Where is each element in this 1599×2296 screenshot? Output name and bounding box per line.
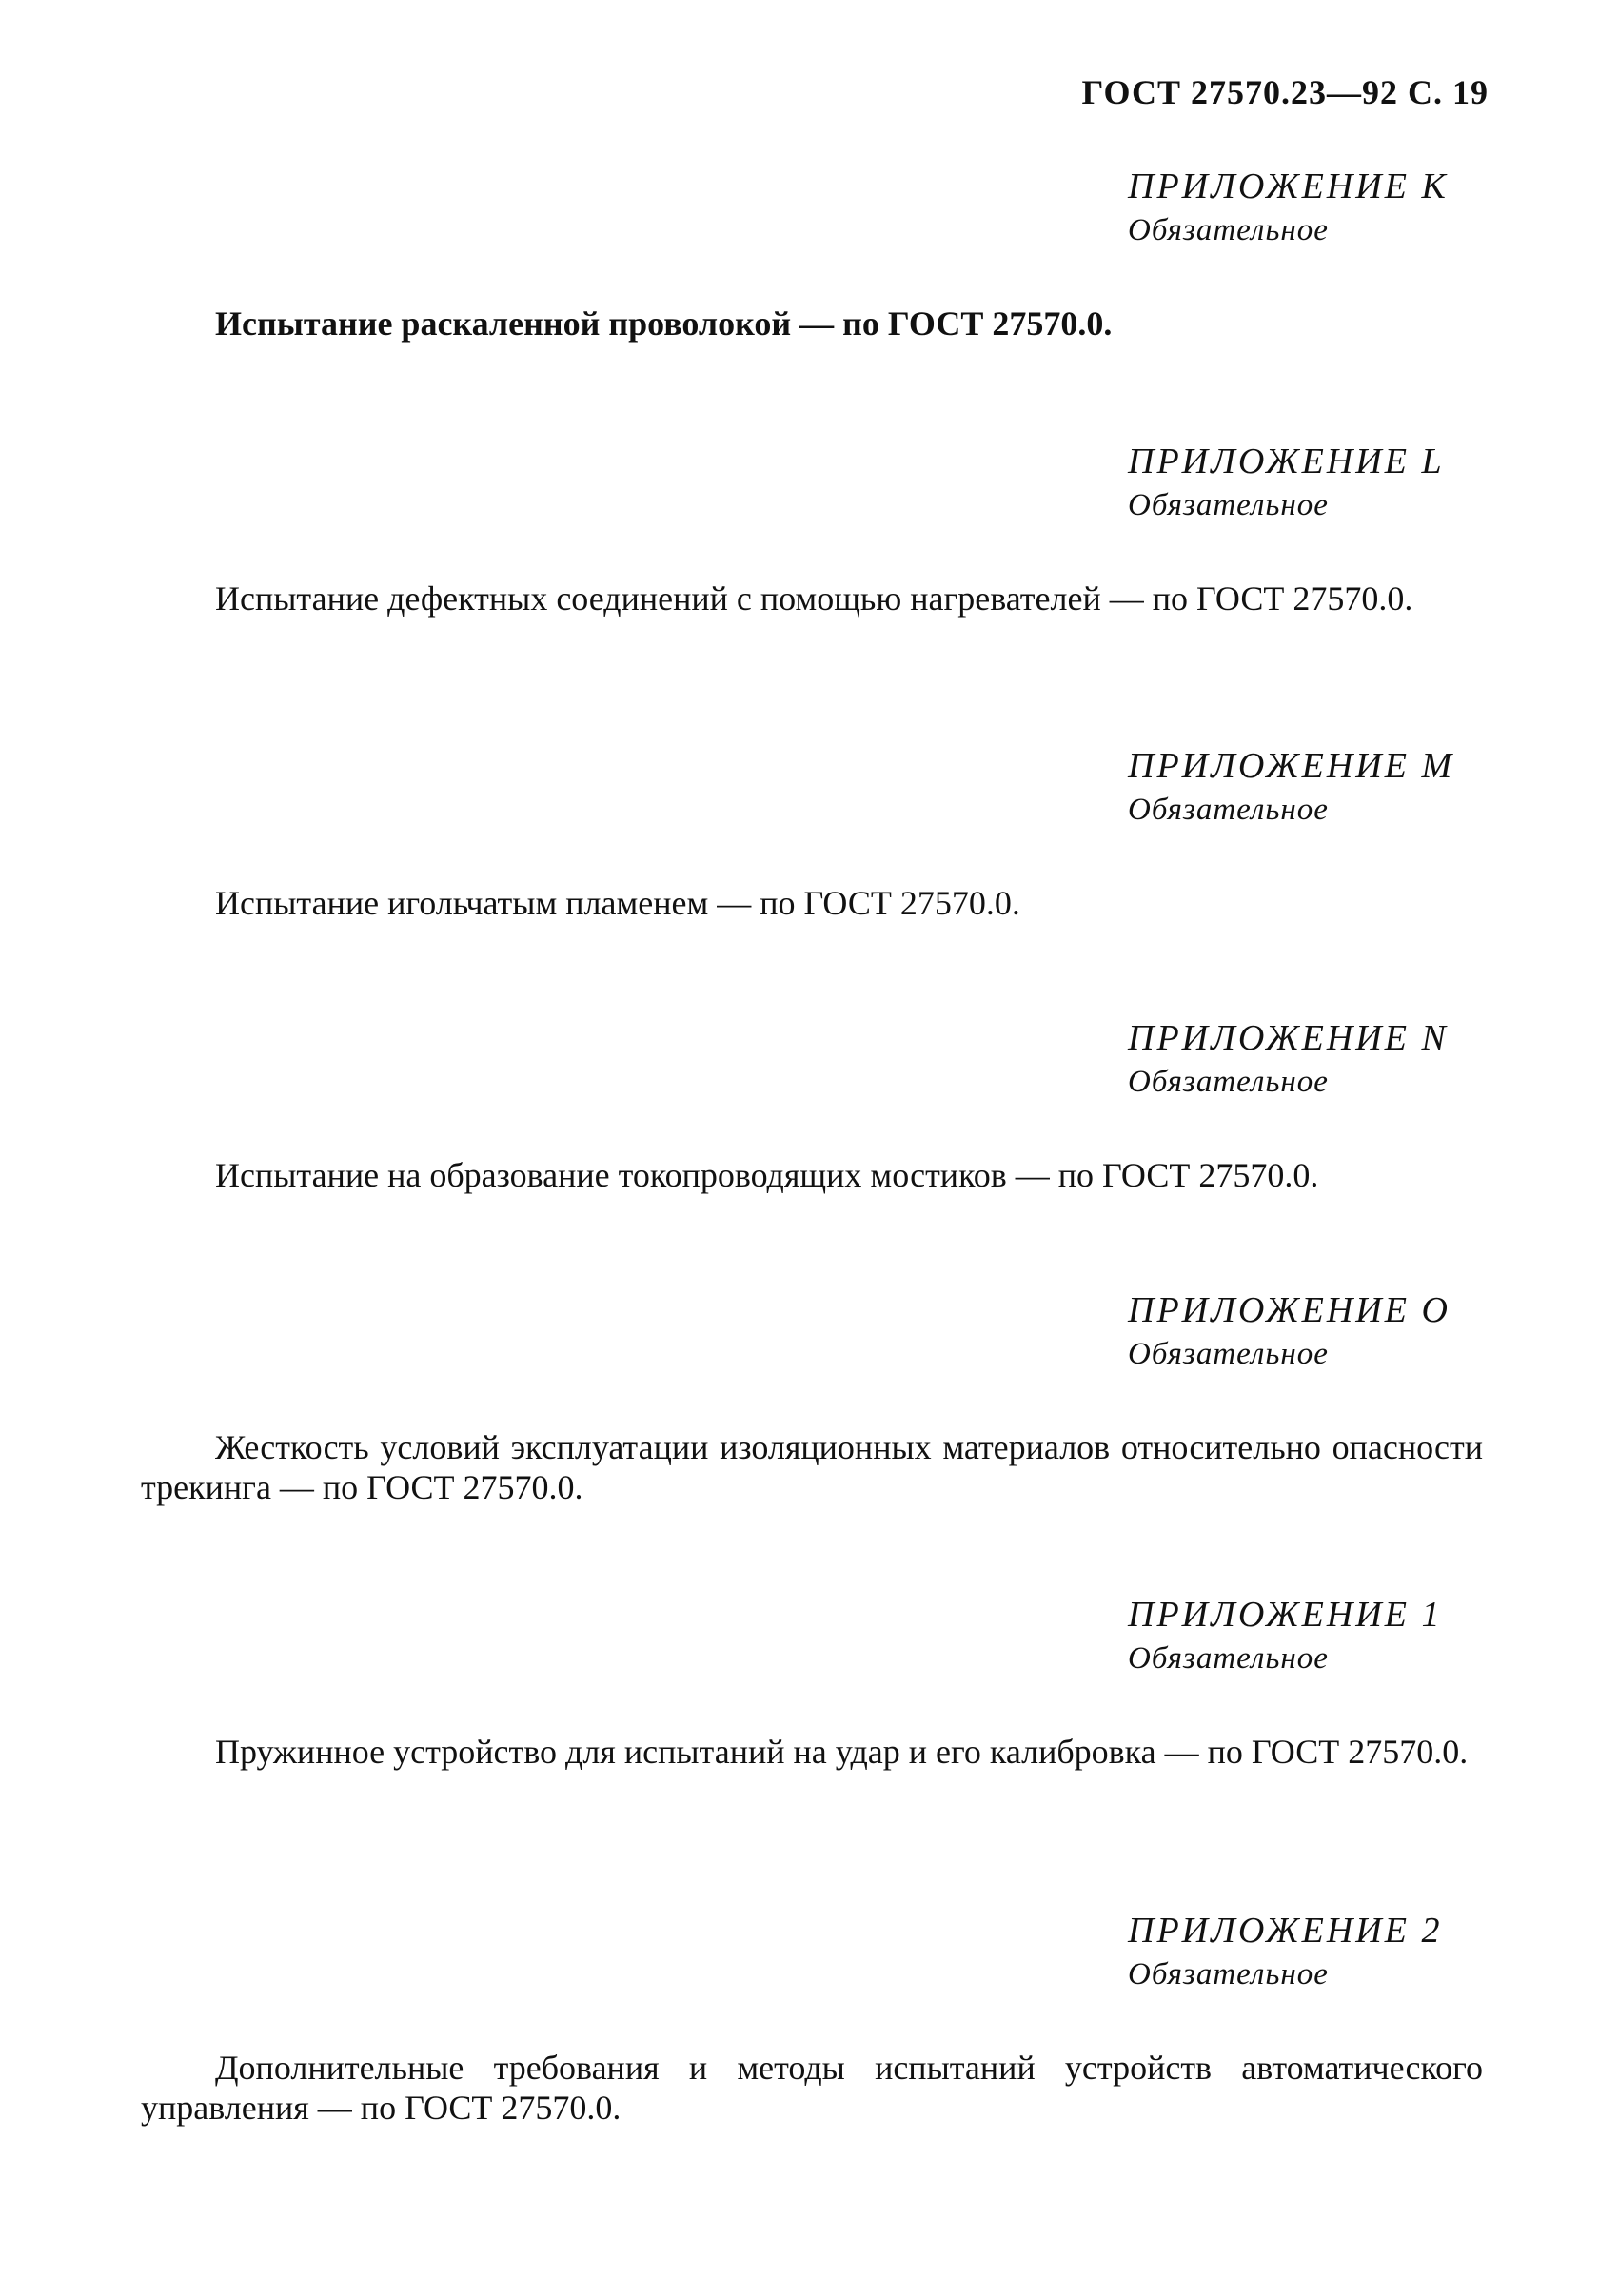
appendix-title: ПРИЛОЖЕНИЕ 1 [1128,1595,1443,1635]
appendix-status: Обязательное [1128,1337,1329,1371]
appendix-body-2: Дополнительные требования и методы испытаний устройств автоматического управления — по ГОСТ 27570.0. [141,2049,1483,2127]
appendix-body-m: Испытание игольчатым пламенем — по ГОСТ 27570.0. [215,884,1020,922]
appendix-heading-l [1128,439,1445,526]
appendix-body-l: Испытание дефектных соединений с помощью нагревателей — по ГОСТ 27570.0. [215,579,1413,618]
appendix-title: ПРИЛОЖЕНИЕ O [1128,1290,1451,1330]
appendix-status: Обязательное [1128,1957,1329,1992]
appendix-body-o: Жесткость условий эксплуатации изоляционных материалов относительно опасности трекинга — по ГОСТ 27570.0. [141,1428,1483,1506]
appendix-heading-2 [1128,1908,1442,1995]
appendix-heading-n [1128,1015,1449,1103]
appendix-body-1: Пружинное устройство для испытаний на удар и его калибровка — по ГОСТ 27570.0. [215,1733,1469,1771]
appendix-heading-1 [1128,1592,1442,1679]
running-header: ГОСТ 27570.23—92 С. 19 [1081,73,1489,111]
appendix-title: ПРИЛОЖЕНИЕ L [1128,442,1445,481]
appendix-status: Обязательное [1128,793,1329,827]
appendix-body-k: Испытание раскаленной проволокой — по ГОСТ 27570.0. [215,304,1113,343]
appendix-body-n: Испытание на образование токопроводящих мостиков — по ГОСТ 27570.0. [215,1156,1319,1194]
appendix-title: ПРИЛОЖЕНИЕ M [1128,746,1455,786]
appendix-title: ПРИЛОЖЕНИЕ 2 [1128,1911,1443,1951]
appendix-status: Обязательное [1128,213,1329,247]
appendix-title: ПРИЛОЖЕНИЕ K [1128,167,1449,206]
appendix-status: Обязательное [1128,1641,1329,1676]
appendix-heading-m [1128,743,1454,831]
appendix-status: Обязательное [1128,488,1329,522]
appendix-title: ПРИЛОЖЕНИЕ N [1128,1018,1449,1058]
appendix-status: Обязательное [1128,1065,1329,1099]
appendix-heading-k [1128,164,1449,251]
appendix-heading-o [1128,1287,1451,1375]
